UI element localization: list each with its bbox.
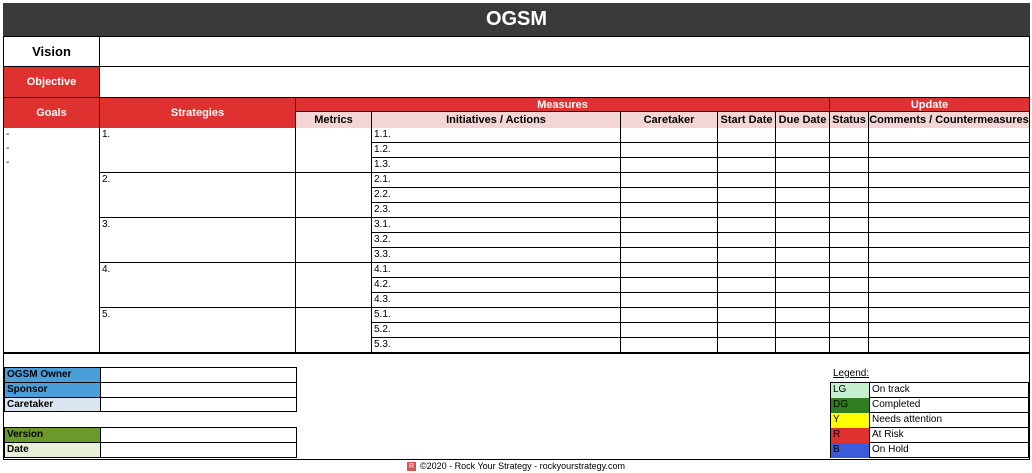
caretaker-cell[interactable] bbox=[621, 338, 718, 353]
legend-row bbox=[831, 413, 1028, 428]
start-date-cell[interactable] bbox=[718, 248, 776, 263]
sponsor-field[interactable] bbox=[101, 383, 296, 398]
comments-cell[interactable] bbox=[869, 308, 1029, 323]
status-header: Status bbox=[830, 112, 869, 128]
due-date-cell[interactable] bbox=[776, 323, 830, 338]
status-cell[interactable] bbox=[830, 263, 869, 278]
sponsor-label: Sponsor bbox=[5, 383, 101, 398]
start-date-cell[interactable] bbox=[718, 308, 776, 323]
start-date-cell[interactable] bbox=[718, 323, 776, 338]
metrics-cell[interactable] bbox=[296, 173, 372, 218]
due-date-cell[interactable] bbox=[776, 233, 830, 248]
caretaker-cell[interactable] bbox=[621, 293, 718, 308]
start-date-header: Start Date bbox=[718, 112, 776, 128]
legend-code: Y bbox=[831, 413, 870, 428]
caretaker-cell[interactable] bbox=[621, 188, 718, 203]
status-cell[interactable] bbox=[830, 248, 869, 263]
due-date-cell[interactable] bbox=[776, 143, 830, 158]
caretaker-cell[interactable] bbox=[621, 233, 718, 248]
status-cell[interactable] bbox=[830, 128, 869, 143]
caretaker-label: Caretaker bbox=[5, 398, 101, 411]
start-date-cell[interactable] bbox=[718, 293, 776, 308]
caretaker-cell[interactable] bbox=[621, 128, 718, 143]
owner-label: OGSM Owner bbox=[5, 368, 101, 383]
initiatives-header: Initiatives / Actions bbox=[372, 112, 621, 128]
initiative-cell[interactable]: 3.3. bbox=[372, 248, 621, 263]
strategy-cell[interactable]: 1. bbox=[100, 128, 296, 173]
strategy-cell[interactable]: 4. bbox=[100, 263, 296, 308]
initiative-cell[interactable]: 5.1. bbox=[372, 308, 621, 323]
comments-cell[interactable] bbox=[869, 278, 1029, 293]
initiative-cell[interactable]: 4.2. bbox=[372, 278, 621, 293]
legend-label: Completed bbox=[872, 399, 921, 410]
goal-bullet: - bbox=[6, 129, 10, 140]
metrics-cell[interactable] bbox=[296, 218, 372, 263]
comments-cell[interactable] bbox=[869, 218, 1029, 233]
start-date-cell[interactable] bbox=[718, 143, 776, 158]
strategy-cell[interactable]: 2. bbox=[100, 173, 296, 218]
caretaker-cell[interactable] bbox=[621, 263, 718, 278]
ogsm-sheet bbox=[3, 36, 1030, 460]
legend-label: Needs attention bbox=[872, 414, 943, 425]
status-cell[interactable] bbox=[830, 188, 869, 203]
status-cell[interactable] bbox=[830, 218, 869, 233]
comments-header: Comments / Countermeasures bbox=[869, 114, 1029, 126]
caretaker-cell[interactable] bbox=[621, 218, 718, 233]
comments-cell[interactable] bbox=[869, 188, 1029, 203]
initiative-cell[interactable]: 1.3. bbox=[372, 158, 621, 173]
objective-field[interactable] bbox=[100, 67, 1029, 98]
comments-cell[interactable] bbox=[869, 203, 1029, 218]
date-label: Date bbox=[5, 443, 101, 457]
legend-code: LG bbox=[831, 383, 870, 398]
legend-code: DG bbox=[831, 398, 870, 413]
start-date-cell[interactable] bbox=[718, 233, 776, 248]
due-date-cell[interactable] bbox=[776, 158, 830, 173]
divider bbox=[4, 353, 1029, 354]
metrics-cell[interactable] bbox=[296, 308, 372, 353]
date-field[interactable] bbox=[101, 443, 296, 457]
caretaker-cell[interactable] bbox=[621, 158, 718, 173]
initiative-cell[interactable]: 2.2. bbox=[372, 188, 621, 203]
legend-row bbox=[831, 398, 1028, 413]
initiative-cell[interactable]: 2.3. bbox=[372, 203, 621, 218]
goal-bullet: - bbox=[6, 143, 10, 154]
caretaker-field[interactable] bbox=[101, 398, 296, 411]
status-cell[interactable] bbox=[830, 293, 869, 308]
comments-cell[interactable] bbox=[869, 143, 1029, 158]
start-date-cell[interactable] bbox=[718, 128, 776, 143]
caretaker-cell[interactable] bbox=[621, 143, 718, 158]
comments-cell[interactable] bbox=[869, 293, 1029, 308]
caretaker-cell[interactable] bbox=[621, 248, 718, 263]
status-cell[interactable] bbox=[830, 158, 869, 173]
caretaker-cell[interactable] bbox=[621, 173, 718, 188]
version-field[interactable] bbox=[101, 428, 296, 443]
metrics-cell[interactable] bbox=[296, 128, 372, 173]
initiative-cell[interactable]: 5.2. bbox=[372, 323, 621, 338]
copyright-text: ©2020 - Rock Your Strategy - rockyourstrategy.com bbox=[419, 461, 626, 471]
due-date-cell[interactable] bbox=[776, 188, 830, 203]
due-date-cell[interactable] bbox=[776, 278, 830, 293]
status-cell[interactable] bbox=[830, 308, 869, 323]
comments-cell[interactable] bbox=[869, 263, 1029, 278]
start-date-cell[interactable] bbox=[718, 263, 776, 278]
start-date-cell[interactable] bbox=[718, 338, 776, 353]
page-title: OGSM bbox=[3, 3, 1030, 36]
legend-code: R bbox=[831, 428, 870, 443]
goals-header: Goals bbox=[4, 98, 100, 128]
comments-cell[interactable] bbox=[869, 248, 1029, 263]
due-date-cell[interactable] bbox=[776, 308, 830, 323]
initiative-cell[interactable]: 3.2. bbox=[372, 233, 621, 248]
metrics-header: Metrics bbox=[296, 112, 372, 128]
initiative-cell[interactable]: 1.2. bbox=[372, 143, 621, 158]
start-date-cell[interactable] bbox=[718, 203, 776, 218]
owner-table bbox=[4, 367, 297, 412]
due-date-cell[interactable] bbox=[776, 173, 830, 188]
update-header: Update bbox=[830, 98, 1029, 112]
legend-table bbox=[830, 382, 1029, 458]
strategies-header: Strategies bbox=[100, 98, 296, 128]
version-label: Version bbox=[5, 428, 101, 443]
comments-cell[interactable] bbox=[869, 158, 1029, 173]
status-cell[interactable] bbox=[830, 323, 869, 338]
legend-label: On track bbox=[872, 384, 910, 395]
strategy-cell[interactable]: 5. bbox=[100, 308, 296, 353]
comments-cell[interactable] bbox=[869, 173, 1029, 188]
metrics-cell[interactable] bbox=[296, 263, 372, 308]
initiative-cell[interactable]: 1.1. bbox=[372, 128, 621, 143]
comments-cell[interactable] bbox=[869, 338, 1029, 353]
start-date-cell[interactable] bbox=[718, 218, 776, 233]
status-cell[interactable] bbox=[830, 203, 869, 218]
legend-row bbox=[831, 428, 1028, 443]
status-cell[interactable] bbox=[830, 143, 869, 158]
due-date-cell[interactable] bbox=[776, 263, 830, 278]
initiative-cell[interactable]: 5.3. bbox=[372, 338, 621, 353]
due-date-cell[interactable] bbox=[776, 248, 830, 263]
comments-cell[interactable] bbox=[869, 233, 1029, 248]
legend-row bbox=[831, 383, 1028, 398]
legend-row bbox=[831, 443, 1028, 458]
initiative-cell[interactable]: 2.1. bbox=[372, 173, 621, 188]
legend-title: Legend: bbox=[833, 368, 870, 379]
version-table bbox=[4, 427, 297, 458]
due-date-header: Due Date bbox=[776, 112, 830, 128]
status-cell[interactable] bbox=[830, 173, 869, 188]
due-date-cell[interactable] bbox=[776, 293, 830, 308]
start-date-cell[interactable] bbox=[718, 188, 776, 203]
status-cell[interactable] bbox=[830, 278, 869, 293]
initiative-cell[interactable]: 4.1. bbox=[372, 263, 621, 278]
due-date-cell[interactable] bbox=[776, 218, 830, 233]
rock-your-strategy-logo: R bbox=[408, 463, 414, 471]
legend-label: On Hold bbox=[872, 444, 909, 455]
initiative-cell[interactable]: 3.1. bbox=[372, 218, 621, 233]
legend-label: At Risk bbox=[872, 429, 904, 440]
due-date-cell[interactable] bbox=[776, 203, 830, 218]
initiative-cell[interactable]: 4.3. bbox=[372, 293, 621, 308]
caretaker-cell[interactable] bbox=[621, 203, 718, 218]
vision-label: Vision bbox=[4, 37, 100, 67]
start-date-cell[interactable] bbox=[718, 278, 776, 293]
legend-code: B bbox=[831, 443, 870, 458]
vision-field[interactable] bbox=[100, 37, 1029, 67]
status-cell[interactable] bbox=[830, 338, 869, 353]
caretaker-cell[interactable] bbox=[621, 323, 718, 338]
due-date-cell[interactable] bbox=[776, 338, 830, 353]
copyright-footer bbox=[0, 460, 1032, 472]
objective-label: Objective bbox=[4, 67, 100, 98]
measures-header: Measures bbox=[296, 98, 830, 112]
start-date-cell[interactable] bbox=[718, 173, 776, 188]
comments-cell[interactable] bbox=[869, 323, 1029, 338]
status-cell[interactable] bbox=[830, 233, 869, 248]
caretaker-cell[interactable] bbox=[621, 278, 718, 293]
goal-bullet: - bbox=[6, 157, 10, 168]
comments-cell[interactable] bbox=[869, 128, 1029, 143]
caretaker-header: Caretaker bbox=[621, 112, 718, 128]
start-date-cell[interactable] bbox=[718, 158, 776, 173]
caretaker-cell[interactable] bbox=[621, 308, 718, 323]
due-date-cell[interactable] bbox=[776, 128, 830, 143]
owner-field[interactable] bbox=[101, 368, 296, 383]
goals-cell[interactable] bbox=[4, 128, 100, 353]
strategy-cell[interactable]: 3. bbox=[100, 218, 296, 263]
